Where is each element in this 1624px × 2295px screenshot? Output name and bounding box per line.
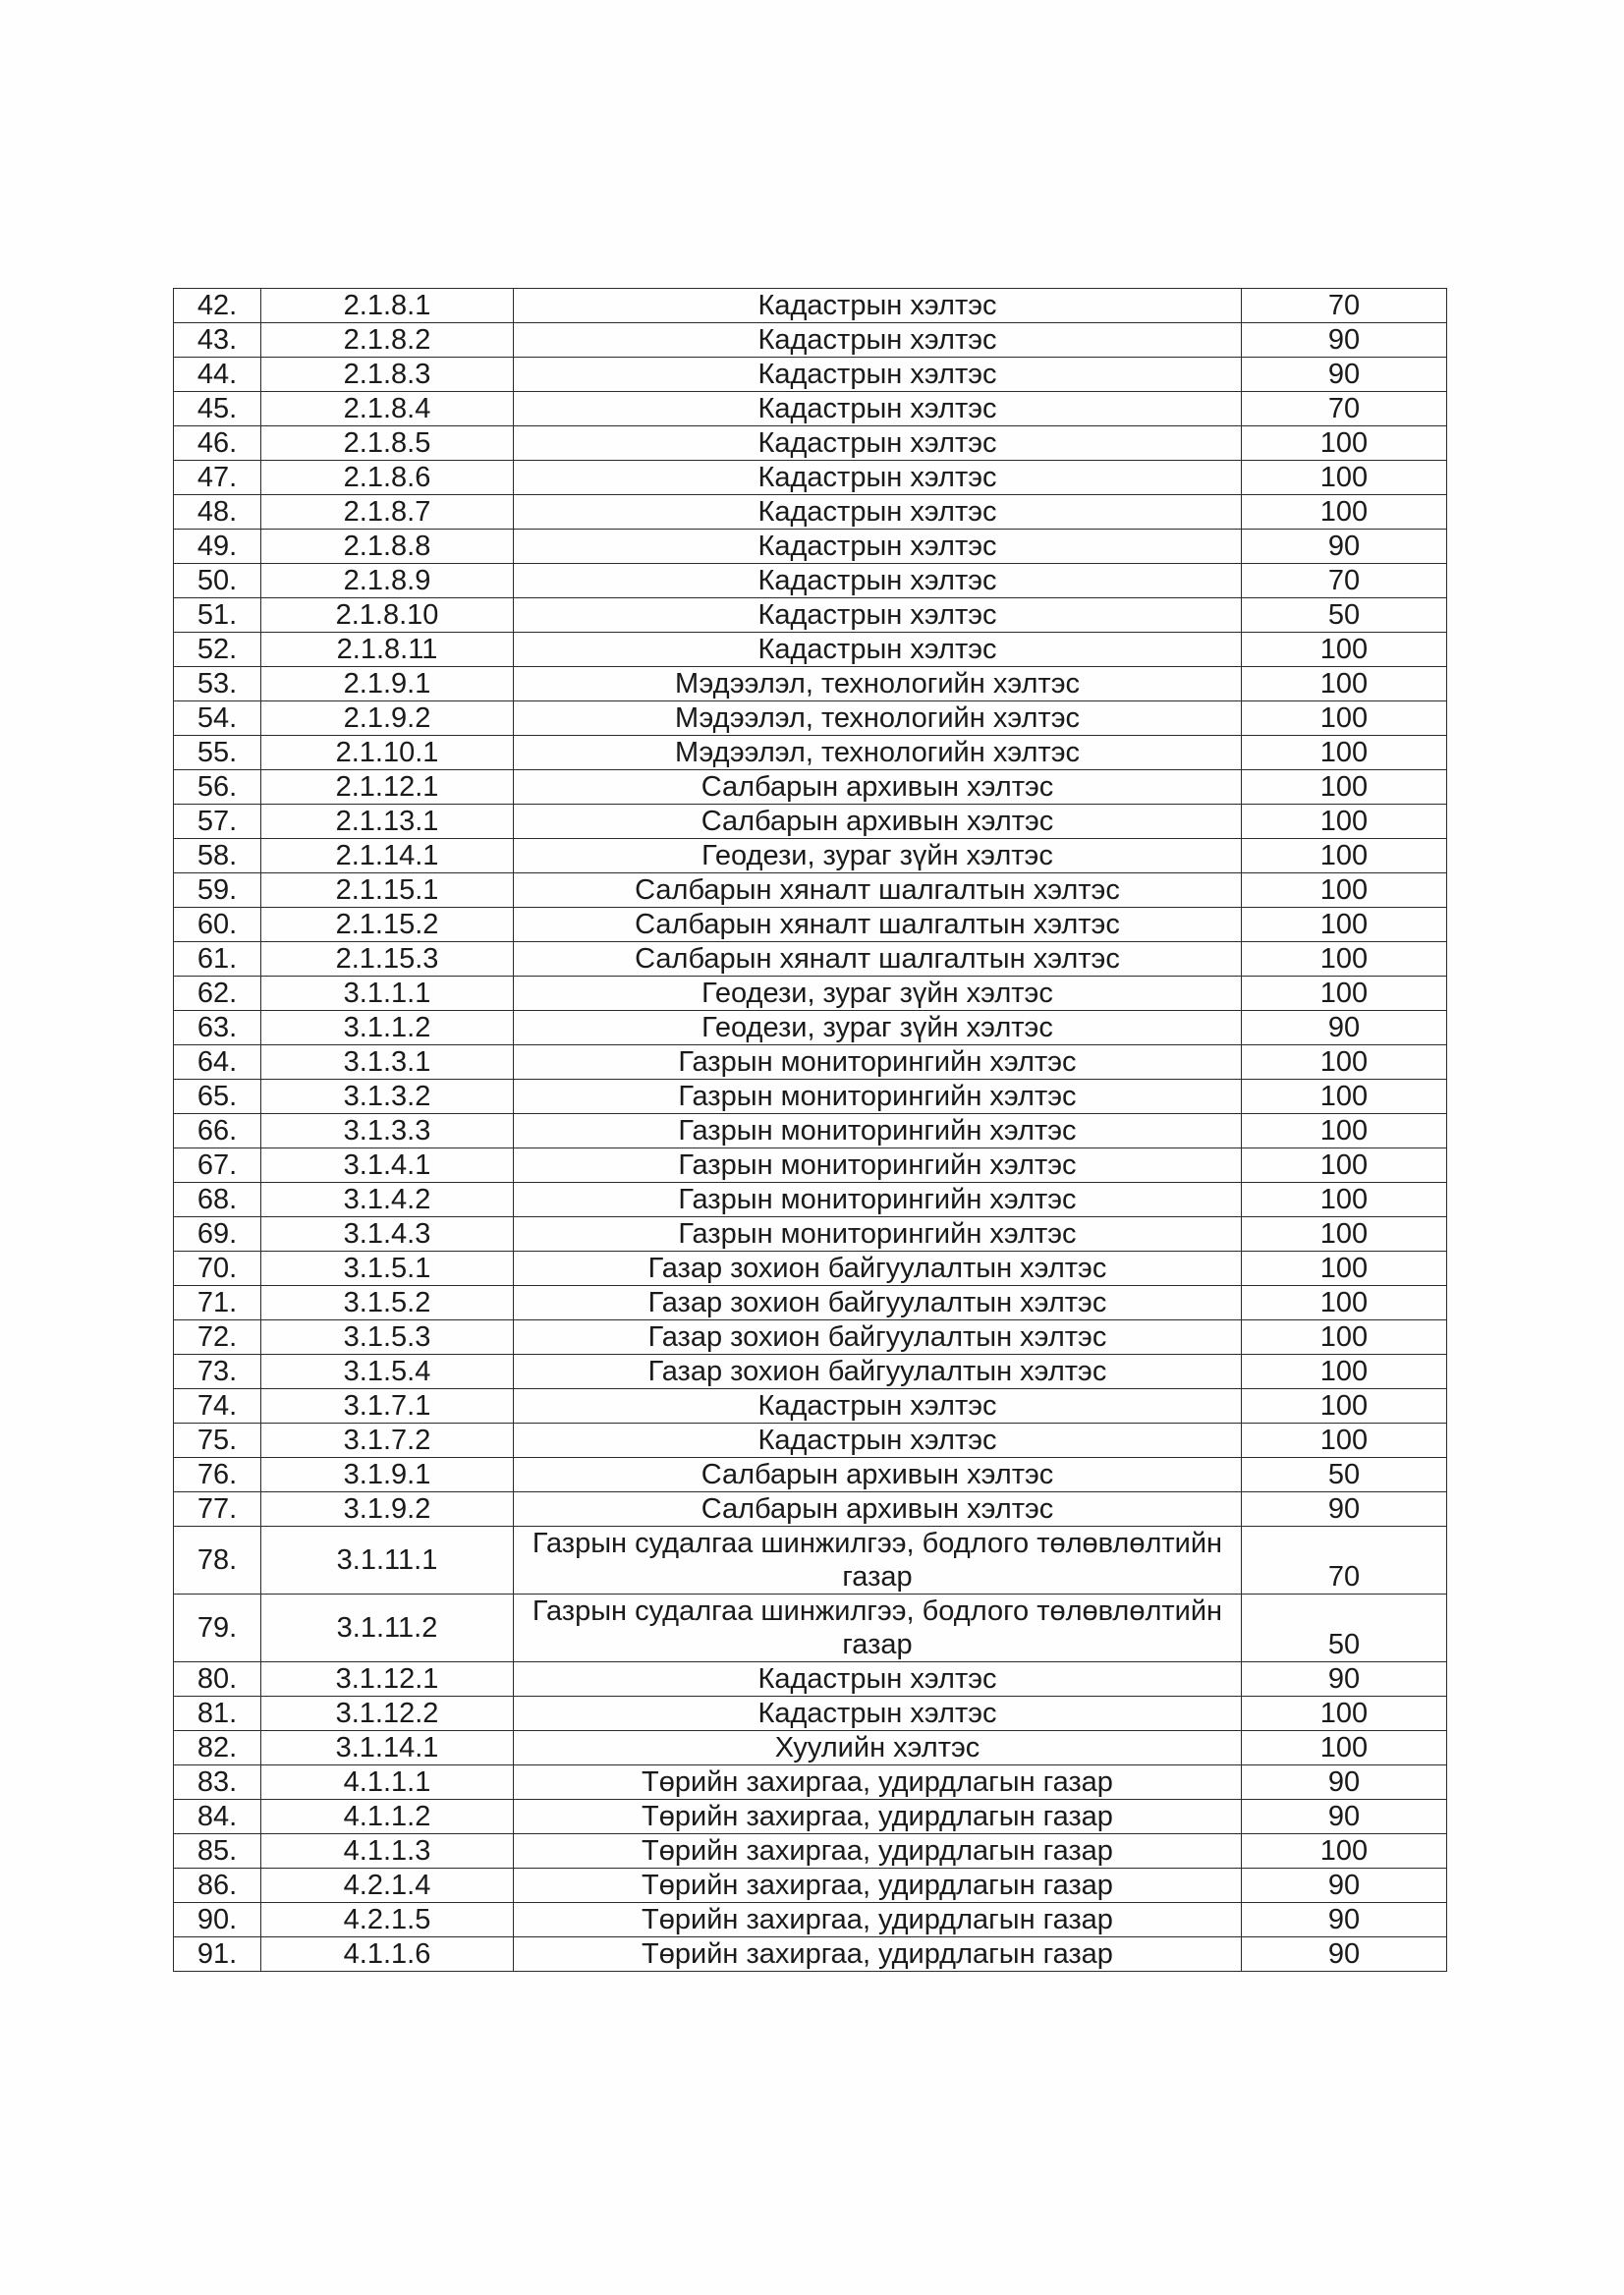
responsible-unit-cell: Салбарын архивын хэлтэс bbox=[514, 1458, 1242, 1492]
row-number-cell: 71. bbox=[174, 1286, 261, 1320]
table-row bbox=[174, 358, 1447, 392]
indicator-code-cell: 2.1.8.1 bbox=[261, 289, 514, 323]
responsible-unit-cell: Геодези, зураг зүйн хэлтэс bbox=[514, 1011, 1242, 1045]
indicator-code-cell: 2.1.15.3 bbox=[261, 942, 514, 977]
table-row bbox=[174, 873, 1447, 908]
row-number-cell: 67. bbox=[174, 1148, 261, 1183]
indicator-code-cell: 4.2.1.5 bbox=[261, 1903, 514, 1937]
indicator-code-cell: 2.1.10.1 bbox=[261, 736, 514, 770]
row-number-cell: 44. bbox=[174, 358, 261, 392]
indicator-code-cell: 4.2.1.4 bbox=[261, 1869, 514, 1903]
indicator-code-cell: 3.1.9.1 bbox=[261, 1458, 514, 1492]
indicator-code-cell: 3.1.1.1 bbox=[261, 977, 514, 1011]
responsible-unit-cell: Кадастрын хэлтэс bbox=[514, 633, 1242, 667]
score-cell: 70 bbox=[1242, 564, 1447, 598]
row-number-cell: 65. bbox=[174, 1080, 261, 1114]
indicator-code-cell: 3.1.5.4 bbox=[261, 1355, 514, 1389]
table-row bbox=[174, 1903, 1447, 1937]
table-row bbox=[174, 1011, 1447, 1045]
responsible-unit-cell: Газрын мониторингийн хэлтэс bbox=[514, 1217, 1242, 1252]
indicator-code-cell: 4.1.1.2 bbox=[261, 1800, 514, 1834]
score-cell: 90 bbox=[1242, 1937, 1447, 1972]
table-row bbox=[174, 1148, 1447, 1183]
row-number-cell: 69. bbox=[174, 1217, 261, 1252]
score-cell: 70 bbox=[1242, 289, 1447, 323]
score-cell: 50 bbox=[1242, 1595, 1447, 1662]
row-number-cell: 53. bbox=[174, 667, 261, 701]
indicator-code-cell: 3.1.4.1 bbox=[261, 1148, 514, 1183]
responsible-unit-cell: Кадастрын хэлтэс bbox=[514, 1697, 1242, 1731]
table-row bbox=[174, 1320, 1447, 1355]
table-row bbox=[174, 1492, 1447, 1527]
table-row bbox=[174, 1595, 1447, 1662]
indicator-code-cell: 2.1.12.1 bbox=[261, 770, 514, 805]
table-body bbox=[174, 289, 1447, 1972]
table-row bbox=[174, 1697, 1447, 1731]
indicator-code-cell: 2.1.8.5 bbox=[261, 426, 514, 461]
score-cell: 70 bbox=[1242, 392, 1447, 426]
row-number-cell: 68. bbox=[174, 1183, 261, 1217]
table-row bbox=[174, 461, 1447, 495]
score-cell: 100 bbox=[1242, 1148, 1447, 1183]
row-number-cell: 61. bbox=[174, 942, 261, 977]
row-number-cell: 43. bbox=[174, 323, 261, 358]
table-row bbox=[174, 770, 1447, 805]
responsible-unit-cell: Газар зохион байгуулалтын хэлтэс bbox=[514, 1252, 1242, 1286]
score-cell: 100 bbox=[1242, 908, 1447, 942]
score-cell: 100 bbox=[1242, 1697, 1447, 1731]
indicator-code-cell: 2.1.13.1 bbox=[261, 805, 514, 839]
table-row bbox=[174, 839, 1447, 873]
table-row bbox=[174, 1286, 1447, 1320]
indicator-code-cell: 2.1.9.2 bbox=[261, 701, 514, 736]
responsible-unit-cell: Газрын мониторингийн хэлтэс bbox=[514, 1183, 1242, 1217]
indicator-code-cell: 4.1.1.1 bbox=[261, 1765, 514, 1800]
responsible-unit-cell: Кадастрын хэлтэс bbox=[514, 564, 1242, 598]
row-number-cell: 57. bbox=[174, 805, 261, 839]
table-row bbox=[174, 701, 1447, 736]
score-cell: 90 bbox=[1242, 1869, 1447, 1903]
score-cell: 90 bbox=[1242, 530, 1447, 564]
responsible-unit-cell: Кадастрын хэлтэс bbox=[514, 598, 1242, 633]
responsible-unit-cell: Кадастрын хэлтэс bbox=[514, 495, 1242, 530]
responsible-unit-cell: Кадастрын хэлтэс bbox=[514, 1662, 1242, 1697]
row-number-cell: 60. bbox=[174, 908, 261, 942]
table-row bbox=[174, 1458, 1447, 1492]
table-row bbox=[174, 1217, 1447, 1252]
indicator-code-cell: 2.1.15.2 bbox=[261, 908, 514, 942]
responsible-unit-cell: Төрийн захиргаа, удирдлагын газар bbox=[514, 1937, 1242, 1972]
responsible-unit-cell: Кадастрын хэлтэс bbox=[514, 358, 1242, 392]
table-row bbox=[174, 1662, 1447, 1697]
row-number-cell: 86. bbox=[174, 1869, 261, 1903]
score-cell: 100 bbox=[1242, 1834, 1447, 1869]
indicator-code-cell: 2.1.14.1 bbox=[261, 839, 514, 873]
score-cell: 100 bbox=[1242, 736, 1447, 770]
table-row bbox=[174, 977, 1447, 1011]
row-number-cell: 76. bbox=[174, 1458, 261, 1492]
score-cell: 100 bbox=[1242, 495, 1447, 530]
score-cell: 100 bbox=[1242, 1045, 1447, 1080]
score-cell: 100 bbox=[1242, 770, 1447, 805]
score-cell: 100 bbox=[1242, 667, 1447, 701]
score-cell: 100 bbox=[1242, 633, 1447, 667]
responsible-unit-cell: Кадастрын хэлтэс bbox=[514, 1389, 1242, 1424]
table-row bbox=[174, 289, 1447, 323]
row-number-cell: 59. bbox=[174, 873, 261, 908]
table-row bbox=[174, 1800, 1447, 1834]
row-number-cell: 81. bbox=[174, 1697, 261, 1731]
responsible-unit-cell: Газрын мониторингийн хэлтэс bbox=[514, 1045, 1242, 1080]
row-number-cell: 66. bbox=[174, 1114, 261, 1148]
indicator-code-cell: 3.1.1.2 bbox=[261, 1011, 514, 1045]
indicator-code-cell: 3.1.4.2 bbox=[261, 1183, 514, 1217]
score-cell: 90 bbox=[1242, 1492, 1447, 1527]
indicator-code-cell: 2.1.8.4 bbox=[261, 392, 514, 426]
responsible-unit-cell: Геодези, зураг зүйн хэлтэс bbox=[514, 977, 1242, 1011]
responsible-unit-cell: Кадастрын хэлтэс bbox=[514, 323, 1242, 358]
row-number-cell: 64. bbox=[174, 1045, 261, 1080]
row-number-cell: 56. bbox=[174, 770, 261, 805]
score-cell: 100 bbox=[1242, 1217, 1447, 1252]
row-number-cell: 70. bbox=[174, 1252, 261, 1286]
table-row bbox=[174, 426, 1447, 461]
indicator-code-cell: 3.1.12.1 bbox=[261, 1662, 514, 1697]
responsible-unit-cell: Салбарын архивын хэлтэс bbox=[514, 770, 1242, 805]
indicator-code-cell: 3.1.5.2 bbox=[261, 1286, 514, 1320]
row-number-cell: 79. bbox=[174, 1595, 261, 1662]
score-cell: 100 bbox=[1242, 1080, 1447, 1114]
indicator-code-cell: 3.1.11.2 bbox=[261, 1595, 514, 1662]
row-number-cell: 73. bbox=[174, 1355, 261, 1389]
table-row bbox=[174, 530, 1447, 564]
score-cell: 90 bbox=[1242, 1903, 1447, 1937]
indicator-code-cell: 2.1.8.6 bbox=[261, 461, 514, 495]
indicator-code-cell: 2.1.9.1 bbox=[261, 667, 514, 701]
indicator-code-cell: 2.1.8.9 bbox=[261, 564, 514, 598]
table-row bbox=[174, 392, 1447, 426]
indicator-code-cell: 3.1.12.2 bbox=[261, 1697, 514, 1731]
score-cell: 90 bbox=[1242, 1765, 1447, 1800]
row-number-cell: 52. bbox=[174, 633, 261, 667]
indicator-code-cell: 3.1.7.1 bbox=[261, 1389, 514, 1424]
table-row bbox=[174, 598, 1447, 633]
responsible-unit-cell: Мэдээлэл, технологийн хэлтэс bbox=[514, 701, 1242, 736]
row-number-cell: 55. bbox=[174, 736, 261, 770]
table-row bbox=[174, 1765, 1447, 1800]
indicator-code-cell: 3.1.7.2 bbox=[261, 1424, 514, 1458]
table-row bbox=[174, 1114, 1447, 1148]
indicator-code-cell: 3.1.3.2 bbox=[261, 1080, 514, 1114]
table-row bbox=[174, 564, 1447, 598]
responsible-unit-cell: Мэдээлэл, технологийн хэлтэс bbox=[514, 736, 1242, 770]
responsible-unit-cell: Кадастрын хэлтэс bbox=[514, 530, 1242, 564]
score-cell: 90 bbox=[1242, 358, 1447, 392]
responsible-unit-cell: Мэдээлэл, технологийн хэлтэс bbox=[514, 667, 1242, 701]
indicator-code-cell: 4.1.1.6 bbox=[261, 1937, 514, 1972]
responsible-unit-cell: Салбарын хяналт шалгалтын хэлтэс bbox=[514, 908, 1242, 942]
score-cell: 50 bbox=[1242, 598, 1447, 633]
score-cell: 100 bbox=[1242, 1252, 1447, 1286]
indicator-code-cell: 3.1.3.3 bbox=[261, 1114, 514, 1148]
indicator-code-cell: 2.1.8.8 bbox=[261, 530, 514, 564]
table-row bbox=[174, 942, 1447, 977]
responsible-unit-cell: Геодези, зураг зүйн хэлтэс bbox=[514, 839, 1242, 873]
row-number-cell: 54. bbox=[174, 701, 261, 736]
indicator-code-cell: 2.1.8.3 bbox=[261, 358, 514, 392]
table-row bbox=[174, 1424, 1447, 1458]
table-row bbox=[174, 1183, 1447, 1217]
row-number-cell: 49. bbox=[174, 530, 261, 564]
responsible-unit-cell: Салбарын архивын хэлтэс bbox=[514, 1492, 1242, 1527]
row-number-cell: 91. bbox=[174, 1937, 261, 1972]
indicator-code-cell: 2.1.8.2 bbox=[261, 323, 514, 358]
responsible-unit-cell: Газар зохион байгуулалтын хэлтэс bbox=[514, 1286, 1242, 1320]
row-number-cell: 85. bbox=[174, 1834, 261, 1869]
responsible-unit-cell: Газар зохион байгуулалтын хэлтэс bbox=[514, 1320, 1242, 1355]
row-number-cell: 82. bbox=[174, 1731, 261, 1765]
indicator-code-cell: 3.1.11.1 bbox=[261, 1527, 514, 1595]
row-number-cell: 84. bbox=[174, 1800, 261, 1834]
score-cell: 100 bbox=[1242, 873, 1447, 908]
table-row bbox=[174, 1355, 1447, 1389]
responsible-unit-cell: Газрын судалгаа шинжилгээ, бодлого төлөвлөлтийн газар bbox=[514, 1527, 1242, 1595]
responsible-unit-cell: Салбарын хяналт шалгалтын хэлтэс bbox=[514, 873, 1242, 908]
responsible-unit-cell: Хуулийн хэлтэс bbox=[514, 1731, 1242, 1765]
responsible-unit-cell: Кадастрын хэлтэс bbox=[514, 392, 1242, 426]
score-cell: 100 bbox=[1242, 1286, 1447, 1320]
row-number-cell: 72. bbox=[174, 1320, 261, 1355]
table-row bbox=[174, 805, 1447, 839]
table-row bbox=[174, 1937, 1447, 1972]
responsible-unit-cell: Газрын мониторингийн хэлтэс bbox=[514, 1148, 1242, 1183]
indicator-code-cell: 2.1.15.1 bbox=[261, 873, 514, 908]
score-cell: 100 bbox=[1242, 805, 1447, 839]
score-cell: 100 bbox=[1242, 1389, 1447, 1424]
table-row bbox=[174, 1869, 1447, 1903]
score-cell: 100 bbox=[1242, 977, 1447, 1011]
score-cell: 100 bbox=[1242, 1114, 1447, 1148]
responsible-unit-cell: Газрын судалгаа шинжилгээ, бодлого төлөвлөлтийн газар bbox=[514, 1595, 1242, 1662]
score-cell: 90 bbox=[1242, 1800, 1447, 1834]
responsible-unit-cell: Төрийн захиргаа, удирдлагын газар bbox=[514, 1834, 1242, 1869]
table-row bbox=[174, 495, 1447, 530]
row-number-cell: 90. bbox=[174, 1903, 261, 1937]
score-cell: 100 bbox=[1242, 461, 1447, 495]
table-row bbox=[174, 1080, 1447, 1114]
row-number-cell: 50. bbox=[174, 564, 261, 598]
score-cell: 100 bbox=[1242, 1731, 1447, 1765]
evaluation-table bbox=[173, 288, 1447, 1972]
table-row bbox=[174, 323, 1447, 358]
row-number-cell: 46. bbox=[174, 426, 261, 461]
table-row bbox=[174, 1389, 1447, 1424]
responsible-unit-cell: Газрын мониторингийн хэлтэс bbox=[514, 1114, 1242, 1148]
responsible-unit-cell: Төрийн захиргаа, удирдлагын газар bbox=[514, 1765, 1242, 1800]
responsible-unit-cell: Төрийн захиргаа, удирдлагын газар bbox=[514, 1869, 1242, 1903]
row-number-cell: 42. bbox=[174, 289, 261, 323]
indicator-code-cell: 3.1.5.1 bbox=[261, 1252, 514, 1286]
row-number-cell: 47. bbox=[174, 461, 261, 495]
responsible-unit-cell: Кадастрын хэлтэс bbox=[514, 1424, 1242, 1458]
row-number-cell: 83. bbox=[174, 1765, 261, 1800]
responsible-unit-cell: Кадастрын хэлтэс bbox=[514, 426, 1242, 461]
table-row bbox=[174, 1834, 1447, 1869]
responsible-unit-cell: Салбарын архивын хэлтэс bbox=[514, 805, 1242, 839]
indicator-code-cell: 2.1.8.10 bbox=[261, 598, 514, 633]
indicator-code-cell: 3.1.5.3 bbox=[261, 1320, 514, 1355]
responsible-unit-cell: Газар зохион байгуулалтын хэлтэс bbox=[514, 1355, 1242, 1389]
responsible-unit-cell: Кадастрын хэлтэс bbox=[514, 461, 1242, 495]
row-number-cell: 77. bbox=[174, 1492, 261, 1527]
score-cell: 100 bbox=[1242, 1355, 1447, 1389]
row-number-cell: 63. bbox=[174, 1011, 261, 1045]
score-cell: 90 bbox=[1242, 323, 1447, 358]
indicator-code-cell: 3.1.4.3 bbox=[261, 1217, 514, 1252]
score-cell: 70 bbox=[1242, 1527, 1447, 1595]
score-cell: 100 bbox=[1242, 1183, 1447, 1217]
score-cell: 100 bbox=[1242, 1424, 1447, 1458]
row-number-cell: 48. bbox=[174, 495, 261, 530]
score-cell: 50 bbox=[1242, 1458, 1447, 1492]
table-row bbox=[174, 736, 1447, 770]
responsible-unit-cell: Салбарын хяналт шалгалтын хэлтэс bbox=[514, 942, 1242, 977]
score-cell: 90 bbox=[1242, 1662, 1447, 1697]
responsible-unit-cell: Төрийн захиргаа, удирдлагын газар bbox=[514, 1903, 1242, 1937]
table-row bbox=[174, 1045, 1447, 1080]
responsible-unit-cell: Газрын мониторингийн хэлтэс bbox=[514, 1080, 1242, 1114]
row-number-cell: 58. bbox=[174, 839, 261, 873]
indicator-code-cell: 3.1.14.1 bbox=[261, 1731, 514, 1765]
table-row bbox=[174, 1731, 1447, 1765]
table-row bbox=[174, 1252, 1447, 1286]
score-cell: 100 bbox=[1242, 839, 1447, 873]
row-number-cell: 80. bbox=[174, 1662, 261, 1697]
indicator-code-cell: 3.1.3.1 bbox=[261, 1045, 514, 1080]
row-number-cell: 51. bbox=[174, 598, 261, 633]
table-row bbox=[174, 1527, 1447, 1595]
table-row bbox=[174, 667, 1447, 701]
indicator-code-cell: 3.1.9.2 bbox=[261, 1492, 514, 1527]
table-row bbox=[174, 908, 1447, 942]
row-number-cell: 62. bbox=[174, 977, 261, 1011]
score-cell: 100 bbox=[1242, 942, 1447, 977]
row-number-cell: 74. bbox=[174, 1389, 261, 1424]
row-number-cell: 75. bbox=[174, 1424, 261, 1458]
row-number-cell: 78. bbox=[174, 1527, 261, 1595]
indicator-code-cell: 2.1.8.7 bbox=[261, 495, 514, 530]
row-number-cell: 45. bbox=[174, 392, 261, 426]
responsible-unit-cell: Кадастрын хэлтэс bbox=[514, 289, 1242, 323]
indicator-code-cell: 2.1.8.11 bbox=[261, 633, 514, 667]
score-cell: 100 bbox=[1242, 1320, 1447, 1355]
score-cell: 100 bbox=[1242, 701, 1447, 736]
table-row bbox=[174, 633, 1447, 667]
score-cell: 90 bbox=[1242, 1011, 1447, 1045]
score-cell: 100 bbox=[1242, 426, 1447, 461]
indicator-code-cell: 4.1.1.3 bbox=[261, 1834, 514, 1869]
responsible-unit-cell: Төрийн захиргаа, удирдлагын газар bbox=[514, 1800, 1242, 1834]
